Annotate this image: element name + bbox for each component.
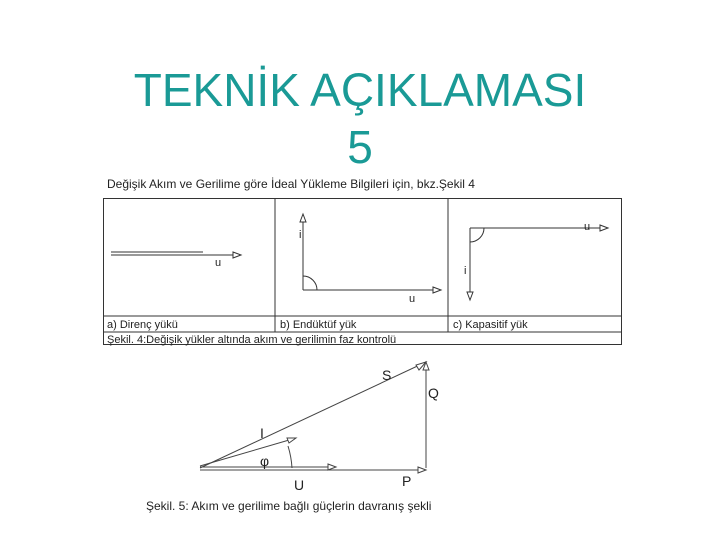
arrowhead [328,464,336,470]
figure-4-caption: Şekil. 4:Değişik yükler altında akım ve gerilimin faz kontrolü [107,334,397,346]
label-u: U [294,477,305,493]
vector-label-i-c: i [464,265,467,277]
phase-angle-arc-b [303,276,317,290]
intro-text: Değişik Akım ve Gerilime göre İdeal Yükleme Bilgileri için, bkz.Şekil 4 [107,177,475,191]
figure-5-caption: Şekil. 5: Akım ve gerilime bağlı güçlerin davranış şekli [146,499,432,513]
arrowhead [300,214,306,222]
label-p: P [402,473,412,489]
arrowhead [418,467,426,473]
current-vector-i [200,438,296,466]
vector-label-i-b: i [299,229,302,241]
figure-5-power-triangle [196,356,456,496]
panel-label-c: c) Kapasitif yük [453,319,528,331]
label-q: Q [428,385,439,401]
apparent-power-vector-s [200,362,426,468]
arrowhead [433,287,441,293]
figure-4-diagram [103,198,623,346]
label-phi: φ [260,453,270,469]
vector-label-u-b: u [409,293,416,305]
figure-4-frame [104,199,622,345]
arrowhead [600,225,608,231]
vector-label-u-c: u [584,221,591,233]
phase-angle-arc-c [470,228,484,242]
label-s: S [382,367,392,383]
panel-label-b: b) Endüktüf yük [280,319,357,331]
panel-label-a: a) Direnç yükü [107,319,178,331]
label-i: I [260,425,264,441]
vector-label-u-a: u [215,257,222,269]
arrowhead [467,292,473,300]
arrowhead [233,252,241,258]
slide-title-line1: TEKNİK AÇIKLAMASI [133,64,587,116]
arrowhead [287,438,296,443]
slide-title-line2: 5 [347,121,373,173]
phi-angle-arc [288,446,292,468]
